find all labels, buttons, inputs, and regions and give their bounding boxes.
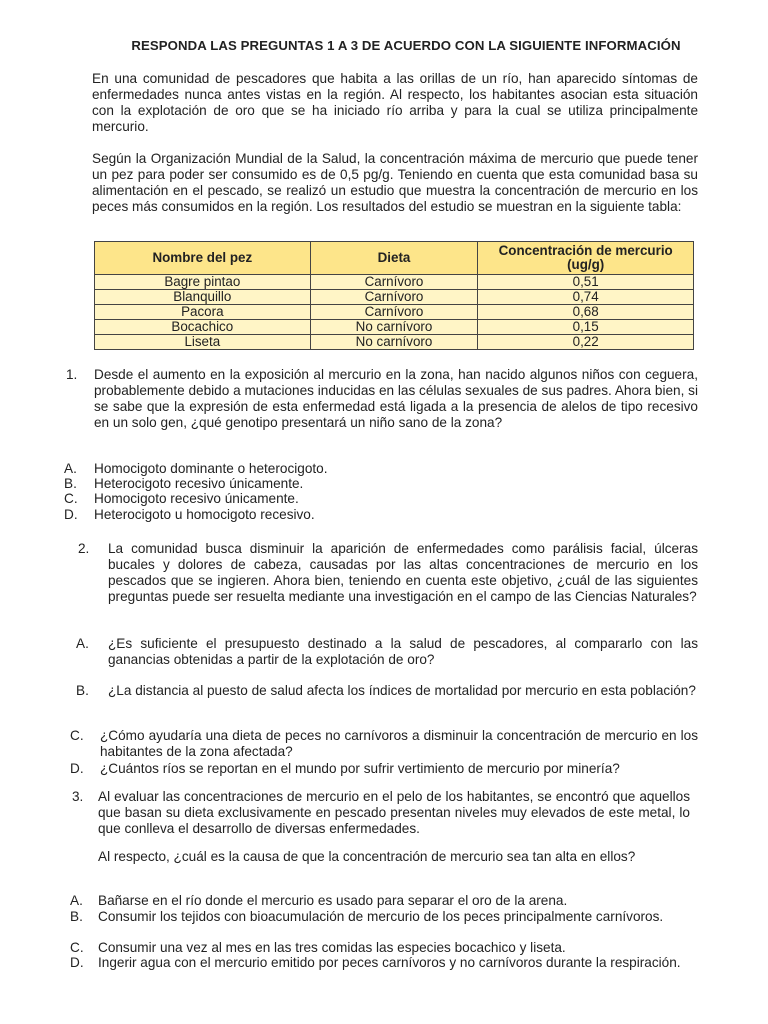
table-header-row <box>95 242 694 275</box>
q3-option-c[interactable]: Consumir una vez al mes en las tres comidas las especies bocachico y liseta. <box>98 940 566 955</box>
table-cell: No carnívoro <box>310 320 478 335</box>
q1-option-c[interactable]: Homocigoto recesivo únicamente. <box>94 491 299 506</box>
intro-paragraph-2: Según la Organización Mundial de la Salud, la concentración máxima de mercurio que puede tener un pez para poder ser consumido es de 0,5 pg/g. Teniendo en cuenta que esta comunidad basa su alimentación en el pescado, se realizó un estudio que muestra la concentración de mercurio en los peces más consumidos en la región. Los resultados del estudio se muestran en la siguiente tabla: <box>92 151 698 214</box>
option-letter: C. <box>70 728 84 743</box>
table-cell: 0,74 <box>478 290 694 305</box>
question-3-prompt: Al respecto, ¿cuál es la causa de que la concentración de mercurio sea tan alta en ellos? <box>98 849 636 864</box>
table-row <box>95 335 694 350</box>
table-cell: No carnívoro <box>310 335 478 350</box>
table-cell: Bagre pintao <box>95 275 311 290</box>
question-3-text: Al evaluar las concentraciones de mercurio en el pelo de los habitantes, se encontró que aquellos que basan su dieta exclusivamente en pescado presentan niveles muy elevados de este metal, lo que conlleva el desarrollo de diversas enfermedades. <box>98 789 690 836</box>
table-cell: 0,15 <box>478 320 694 335</box>
option-letter: D. <box>64 507 78 522</box>
intro-paragraph-1: En una comunidad de pescadores que habita a las orillas de un río, han aparecido síntomas de enfermedades nunca antes vistas en la región. Al respecto, los habitantes asocian esta situación con la explotación de oro que se ha iniciado río arriba y para la cual se utiliza principalmente mercurio. <box>92 71 698 134</box>
table-row <box>95 320 694 335</box>
table-header: Dieta <box>310 242 478 275</box>
table-cell: 0,22 <box>478 335 694 350</box>
table-cell: Carnívoro <box>310 305 478 320</box>
question-1-number: 1. <box>66 367 78 382</box>
table-cell: Pacora <box>95 305 311 320</box>
q2-option-b[interactable]: ¿La distancia al puesto de salud afecta los índices de mortalidad por mercurio en esta población? <box>108 683 696 698</box>
table-cell: 0,51 <box>478 275 694 290</box>
table-cell: 0,68 <box>478 305 694 320</box>
option-letter: C. <box>64 491 78 506</box>
option-letter: B. <box>76 683 89 698</box>
table-row <box>95 275 694 290</box>
table-cell: Bocachico <box>95 320 311 335</box>
q2-option-d[interactable]: ¿Cuántos ríos se reportan en el mundo por sufrir vertimiento de mercurio por minería? <box>100 761 620 776</box>
table-header: Concentración de mercurio (ug/g) <box>478 242 694 275</box>
table-cell: Blanquillo <box>95 290 311 305</box>
option-letter: A. <box>70 893 83 908</box>
option-letter: B. <box>64 476 77 491</box>
question-3-number: 3. <box>72 789 84 804</box>
q3-option-d[interactable]: Ingerir agua con el mercurio emitido por peces carnívoros y no carnívoros durante la respiración. <box>98 955 681 970</box>
q3-option-a[interactable]: Bañarse en el río donde el mercurio es usado para separar el oro de la arena. <box>98 893 568 908</box>
table-header: Nombre del pez <box>95 242 311 275</box>
option-letter: D. <box>70 761 84 776</box>
table-row <box>95 305 694 320</box>
question-2-number: 2. <box>78 541 90 556</box>
table-cell: Carnívoro <box>310 275 478 290</box>
question-2-text: La comunidad busca disminuir la aparición de enfermedades como parálisis facial, úlceras bucales y dolores de cabeza, causadas por las altas concentraciones de mercurio en los pescados que se ingieren. Ahora bien, teniendo en cuenta este objetivo, ¿cuál de las siguientes preguntas puede ser resuelta mediante una investigación en el campo de las Ciencias Naturales? <box>108 541 698 604</box>
q1-option-d[interactable]: Heterocigoto u homocigoto recesivo. <box>94 507 315 522</box>
table-cell: Carnívoro <box>310 290 478 305</box>
q2-option-a[interactable]: ¿Es suficiente el presupuesto destinado a la salud de pescadores, al compararlo con las ganancias obtenidas a partir de la explotación de oro? <box>108 636 698 667</box>
table-cell: Liseta <box>95 335 311 350</box>
q2-option-c[interactable]: ¿Cómo ayudaría una dieta de peces no carnívoros a disminuir la concentración de mercurio en los habitantes de la zona afectada? <box>100 728 698 759</box>
table-row <box>95 290 694 305</box>
option-letter: A. <box>64 461 77 476</box>
option-letter: C. <box>70 940 84 955</box>
option-letter: A. <box>76 636 89 651</box>
page-title: RESPONDA LAS PREGUNTAS 1 A 3 DE ACUERDO CON LA SIGUIENTE INFORMACIÓN <box>131 38 681 53</box>
question-1-text: Desde el aumento en la exposición al mercurio en la zona, han nacido algunos niños con ceguera, probablemente debido a mutaciones inducidas en las células sexuales de sus padres. Ahora bien, si se sabe que la expresión de esta enfermedad está ligada a la presencia de alelos de tipo recesivo en un solo gen, ¿qué genotipo presentará un niño sano de la zona? <box>94 367 698 430</box>
option-letter: B. <box>70 909 83 924</box>
q3-option-b[interactable]: Consumir los tejidos con bioacumulación de mercurio de los peces principalmente carnívoros. <box>98 909 664 924</box>
mercury-table <box>94 241 694 350</box>
q1-option-b[interactable]: Heterocigoto recesivo únicamente. <box>94 476 304 491</box>
q1-option-a[interactable]: Homocigoto dominante o heterocigoto. <box>94 461 328 476</box>
option-letter: D. <box>70 955 84 970</box>
